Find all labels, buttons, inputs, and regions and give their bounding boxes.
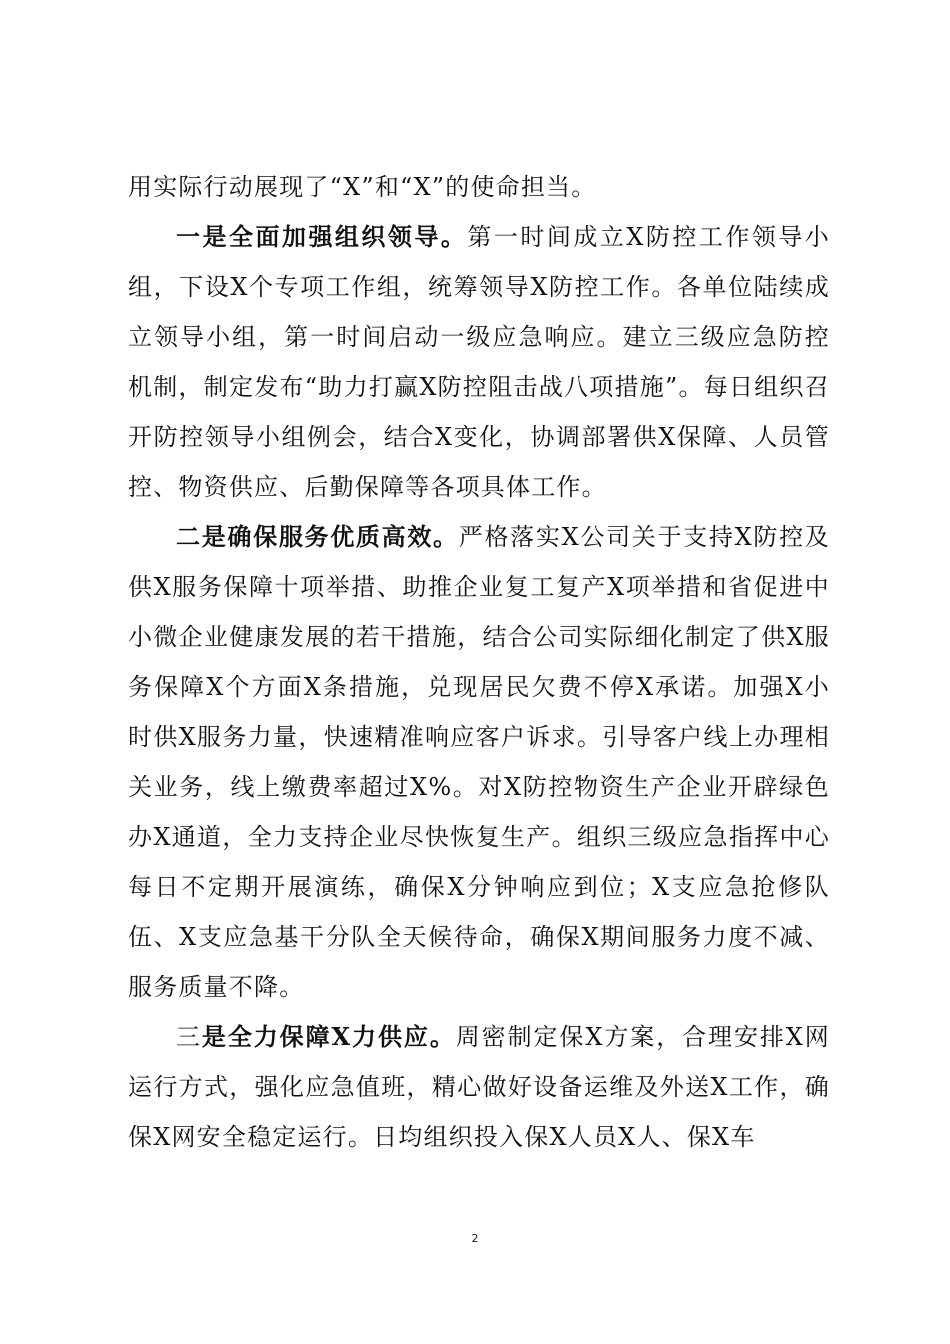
paragraph-text: 严格落实X公司关于支持X防控及供X服务保障十项举措、助推企业复工复产X项举措和省促进中小微企业健康发展的若干措施，结合公司实际细化制定了供X服务保障X个方面X条措施，兑现居民欠费不停X承诺。加强X小时供X服务力量，快速精准响应客户诉求。引导客户线上办理相关业务，线上缴费率超过X%。对X防控物资生产企业开辟绿色办X通道，全力支持企业尽快恢复生产。组织三级应急指挥中心每日不定期开展演练，确保X分钟响应到位；X支应急抢修队伍、X支应急基干分队全天候待命，确保X期间服务力度不减、服务质量不降。	[128, 523, 831, 1001]
paragraph-power-supply	[128, 1012, 830, 1162]
page-number: 2	[471, 1232, 479, 1245]
paragraph-heading-prefix: 三	[176, 1023, 202, 1051]
paragraph-heading: 二是确保服务优质高效。	[176, 522, 459, 551]
paragraph-organization-leadership	[128, 212, 830, 512]
paragraph-text: 周密制定保X方案，合理安排X网运行方式，强化应急值班，精心做好设备运维及外送X工作，确保X网安全稳定运行。日均组织投入保X人员X人、保X车	[128, 1023, 831, 1151]
paragraph-heading: 是全力保障X力供应。	[201, 1022, 456, 1051]
document-body	[128, 162, 830, 1162]
paragraph-heading: 一是全面加强组织领导。	[176, 222, 468, 251]
paragraph-continuation	[128, 162, 830, 212]
paragraph-text: 用实际行动展现了“X”和“X”的使命担当。	[128, 173, 597, 201]
paragraph-service-quality	[128, 512, 830, 1012]
paragraph-text: 第一时间成立X防控工作领导小组，下设X个专项工作组，统筹领导X防控工作。各单位陆续成立领导小组，第一时间启动一级应急响应。建立三级应急防控机制，制定发布“助力打赢X防控阻击战八项措施”。每日组织召开防控领导小组例会，结合X变化，协调部署供X保障、人员管控、物资供应、后勤保障等各项具体工作。	[128, 223, 831, 501]
